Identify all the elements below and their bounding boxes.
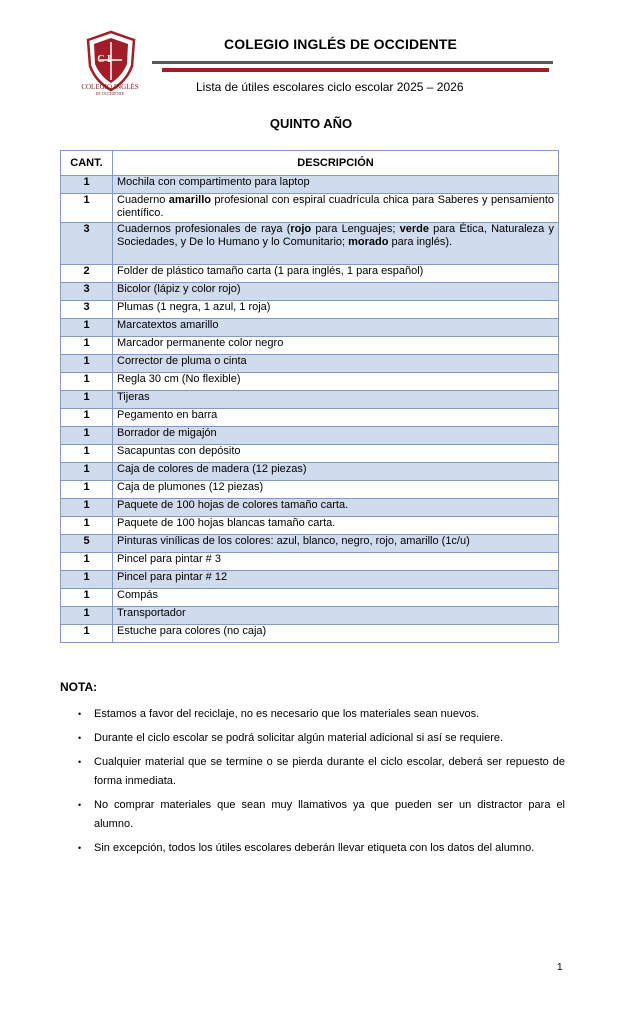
qty-cell: 3 [61,301,113,319]
qty-cell: 1 [61,481,113,499]
table-row [61,517,559,535]
qty-cell: 1 [61,355,113,373]
qty-cell: 1 [61,373,113,391]
description-cell: Marcador permanente color negro [113,337,559,355]
table-row [61,553,559,571]
note-title: NOTA: [60,680,98,694]
table-row [61,625,559,643]
logo-caption [70,83,150,96]
qty-cell: 1 [61,499,113,517]
description-cell: Caja de colores de madera (12 piezas) [113,463,559,481]
table-row [61,355,559,373]
qty-cell: 1 [61,445,113,463]
table-row [61,499,559,517]
qty-cell: 3 [61,283,113,301]
table-row [61,409,559,427]
description-cell: Plumas (1 negra, 1 azul, 1 roja) [113,301,559,319]
description-cell: Marcatextos amarillo [113,319,559,337]
qty-cell: 1 [61,607,113,625]
description-cell: Pinturas vinílicas de los colores: azul, blanco, negro, rojo, amarillo (1c/u) [113,535,559,553]
qty-cell: 1 [61,517,113,535]
qty-cell: 1 [61,427,113,445]
description-cell: Paquete de 100 hojas de colores tamaño carta. [113,499,559,517]
table-row [61,535,559,553]
qty-cell: 1 [61,409,113,427]
qty-cell: 3 [61,223,113,265]
description-cell: Regla 30 cm (No flexible) [113,373,559,391]
description-cell: Caja de plumones (12 piezas) [113,481,559,499]
table-row [61,194,559,223]
school-name: COLEGIO INGLÉS DE OCCIDENTE [224,36,457,52]
qty-cell: 1 [61,337,113,355]
table-row [61,391,559,409]
qty-cell: 5 [61,535,113,553]
description-cell: Pincel para pintar # 3 [113,553,559,571]
header-divider-gray [152,61,553,64]
description-cell: Tijeras [113,391,559,409]
table-row [61,607,559,625]
table-row [61,373,559,391]
qty-cell: 1 [61,589,113,607]
description-cell: Cuadernos profesionales de raya (rojo para Lenguajes; verde para Ética, Naturaleza y Sociedades, y De lo Humano y lo Comunitario; morado para inglés). [113,223,559,265]
note-item: • Cualquier material que se termine o se pierda durante el ciclo escolar, deberá ser repuesto de forma inmediata. [78,753,565,791]
table-row [61,265,559,283]
document-subtitle: Lista de útiles escolares ciclo escolar 2025 – 2026 [196,80,464,94]
table-row [61,427,559,445]
table-row [61,223,559,265]
note-item: • Estamos a favor del reciclaje, no es necesario que los materiales sean nuevos. [78,705,565,724]
description-cell: Transportador [113,607,559,625]
table-row [61,319,559,337]
qty-cell: 1 [61,625,113,643]
description-cell: Compás [113,589,559,607]
table-row [61,571,559,589]
table-row [61,301,559,319]
table-row [61,589,559,607]
qty-cell: 1 [61,463,113,481]
description-cell: Folder de plástico tamaño carta (1 para inglés, 1 para español) [113,265,559,283]
logo-letter-c: C I [97,54,111,65]
table-row [61,176,559,194]
qty-cell: 1 [61,176,113,194]
logo-subtext: DE OCCIDENTE [95,91,125,96]
header-qty: CANT. [61,151,113,176]
supplies-table [60,150,559,643]
header-description: DESCRIPCIÓN [113,151,559,176]
grade-title: QUINTO AÑO [269,116,353,131]
description-cell: Estuche para colores (no caja) [113,625,559,643]
qty-cell: 2 [61,265,113,283]
description-cell: Cuaderno amarillo profesional con espiral cuadrícula chica para Saberes y pensamiento científico. [113,194,559,223]
page-number: 1 [557,962,563,973]
table-row [61,463,559,481]
description-cell: Pincel para pintar # 12 [113,571,559,589]
qty-cell: 1 [61,571,113,589]
logo-text: COLEGIO INGLÉS [81,83,139,91]
description-cell: Corrector de pluma o cinta [113,355,559,373]
note-item: • No comprar materiales que sean muy llamativos ya que pueden ser un distractor para el alumno. [78,796,565,834]
description-cell: Mochila con compartimento para laptop [113,176,559,194]
header-divider-red [162,68,549,72]
description-cell: Paquete de 100 hojas blancas tamaño carta. [113,517,559,535]
table-row [61,481,559,499]
notes-list [78,705,565,863]
description-cell: Pegamento en barra [113,409,559,427]
qty-cell: 1 [61,553,113,571]
table-row [61,445,559,463]
qty-cell: 1 [61,319,113,337]
note-item: • Sin excepción, todos los útiles escolares deberán llevar etiqueta con los datos del alumno. [78,839,565,858]
description-cell: Borrador de migajón [113,427,559,445]
qty-cell: 1 [61,194,113,223]
note-item: • Durante el ciclo escolar se podrá solicitar algún material adicional si así se requiere. [78,729,565,748]
description-cell: Sacapuntas con depósito [113,445,559,463]
description-cell: Bicolor (lápiz y color rojo) [113,283,559,301]
table-header-row [61,151,559,176]
table-row [61,283,559,301]
table-row [61,337,559,355]
qty-cell: 1 [61,391,113,409]
